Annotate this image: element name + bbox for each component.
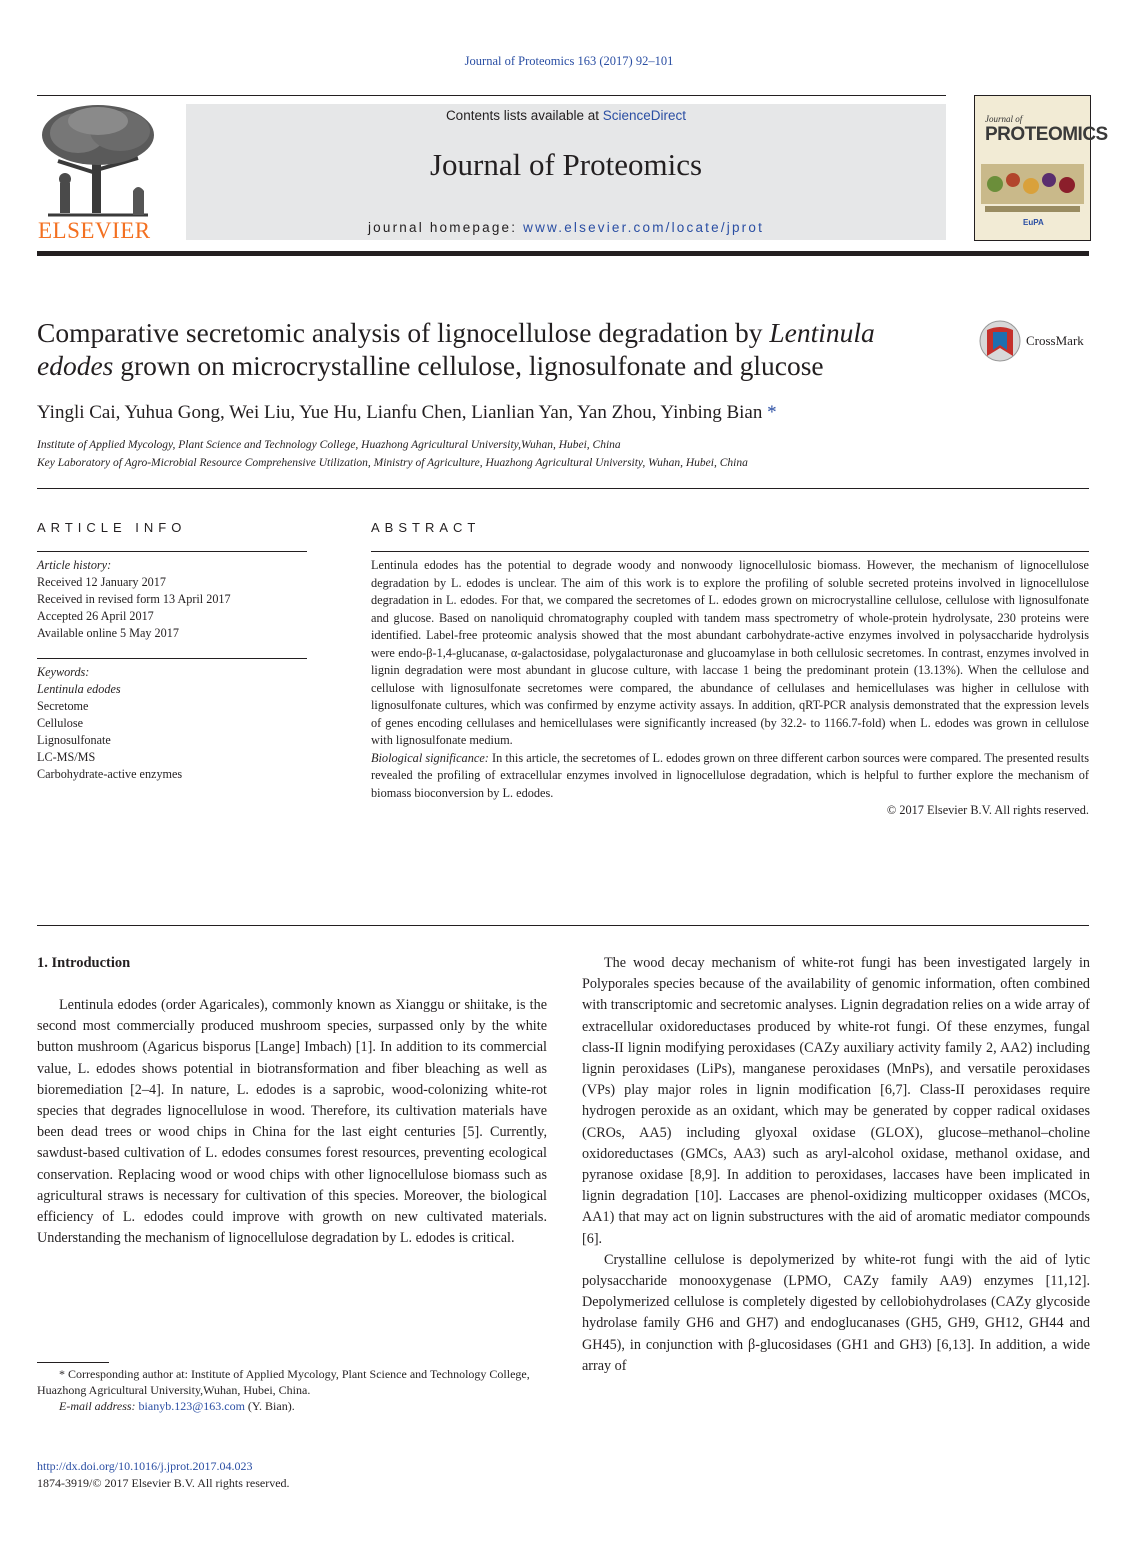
doi-link[interactable]: http://dx.doi.org/10.1016/j.jprot.2017.04.023 — [37, 1459, 253, 1473]
journal-name: Journal of Proteomics — [429, 147, 703, 182]
section-heading: 1. Introduction — [37, 955, 131, 971]
footnote-text: * Corresponding author at: Institute of Applied Mycology, Plant Science and Technology College, Huazhong Agricultural University,Wuhan, Hubei, China. — [37, 1367, 530, 1397]
affiliation-2: Key Laboratory of Agro-Microbial Resource Comprehensive Utilization, Ministry of Agriculture, Huazhong Agricultural University, Wuhan, Hubei, China — [37, 457, 748, 469]
cover-title-small: Journal of — [985, 114, 1023, 124]
keyword-item: Carbohydrate-active enzymes — [37, 767, 183, 781]
contents-prefix: Contents lists available at — [445, 108, 603, 123]
header-bottom-rule — [37, 251, 1089, 256]
doi-block — [37, 1458, 290, 1492]
footnote-rule — [37, 1362, 109, 1363]
keyword-item: Lignosulfonate — [37, 733, 111, 747]
abstract-paragraph: Lentinula edodes has the potential to degrade woody and nonwoody lignocellulosic biomass. However, the mechanism of lignocellulose degradation by L. edodes is unclear. The aim of this work is to explore the profiling of soluble secreted proteins involved in lignocellulose degradation in L. edodes. For that, we compared the secretomes of L. edodes grown on microcrystalline cellulose, cellulose with lignosulfonate and glucose. Based on nanoliquid chromatography coupled with tandem mass spectrometry of whole-protein hydrolysate, 230 proteins were identified. Label-free proteomic analysis showed that the most abundant carbohydrate-active enzymes involved in polysaccharide hydrolysis were endo-β-1,4-glucanase, α-galactosidase, polygalacturonase and glucoamylase in both cellulosic secretomes. In contrast, enzymes involved in lignin degradation were most abundant in glucose culture, with laccase 1 being the predominant protein (13.13%). When the cellulose and cellulose with lignosulfonate secretomes were compared, the abundance of cellulases and hemicellulases was higher in cellulose with lignosulfonate cultures, which was confirmed by enzyme activity assays. In addition, qRT-PCR analysis demonstrated that the expression levels of genes encoding cellulases and hemicellulases were significantly increased (by 32.2- to 1166.7-fold) when L. edodes was grown in cellulose with lignosulfonate medium. — [371, 558, 1089, 747]
abstract-rule — [371, 551, 1089, 552]
homepage-label: journal homepage: — [367, 220, 524, 235]
email-suffix: (Y. Bian). — [244, 1399, 295, 1413]
crossmark-badge[interactable] — [979, 320, 1023, 367]
contents-line — [186, 108, 946, 123]
article-title — [37, 316, 937, 382]
crossmark-icon — [979, 320, 1023, 362]
cover-artwork-icon — [975, 158, 1090, 218]
keywords-block — [37, 664, 307, 783]
body-left-column — [37, 995, 547, 1249]
history-online: Available online 5 May 2017 — [37, 626, 179, 640]
history-revised: Received in revised form 13 April 2017 — [37, 592, 231, 606]
intro-paragraph: Lentinula edodes (order Agaricales), commonly known as Xianggu or shiitake, is the second most commercially produced mushroom species, surpassed only by the white button mushroom (Agaricus bisporus [Lange] Imbach) [1]. In addition to its commercial value, L. edodes shows potential in biotransformation and fiber bleaching as well as bioremediation [2–4]. In nature, L. edodes is a saprobic, wood-colonizing white-rot species that degrades lignocellulose in wood. Therefore, its cultivation materials have been dead trees or wood chips in China for the last eight centuries [5]. Currently, sawdust-based cultivation of L. edodes consumes forest resources, preventing ecological conservation. Replacing wood or wood chips with other lignocellulose biomass such as agricultural straws is necessary for cultivation of this species. Moreover, the biological efficiency of L. edodes could improve with growth on new cultivated materials. Understanding the mechanism of lignocellulose degradation by L. edodes is critical. — [37, 997, 547, 1247]
history-label: Article history: — [37, 558, 112, 572]
issn-line: 1874-3919/© 2017 Elsevier B.V. All rights reserved. — [37, 1476, 290, 1490]
author-list — [37, 402, 777, 424]
abstract-copyright: © 2017 Elsevier B.V. All rights reserved. — [886, 803, 1089, 817]
elsevier-wordmark: ELSEVIER — [38, 218, 151, 243]
title-text-1: Comparative secretomic analysis of lignocellulose degradation by — [37, 317, 770, 348]
history-accepted: Accepted 26 April 2017 — [37, 609, 154, 623]
cover-badge: EuPA — [1023, 218, 1044, 227]
affiliation-1: Institute of Applied Mycology, Plant Science and Technology College, Huazhong Agricultural University,Wuhan, Hubei, China — [37, 439, 621, 451]
biological-significance — [371, 750, 1089, 803]
history-received: Received 12 January 2017 — [37, 575, 166, 589]
corresponding-author-mark[interactable]: * — [767, 402, 777, 423]
article-history — [37, 557, 307, 642]
sciencedirect-link[interactable]: ScienceDirect — [602, 108, 687, 123]
abstract-heading: ABSTRACT — [371, 520, 481, 535]
intro-paragraph: The wood decay mechanism of white-rot fungi has been investigated largely in Polyporales species because of the availability of genomic information, often combined with transcriptomic and secretomic analyses. Lignin degradation relies on a wide array of extracellular oxidoreductases produced by white-rot fungi. Of these enzymes, fungal class-II lignin modifying peroxidases (CAZy auxiliary activity family 2, AA2) including lignin peroxidases (LiPs), manganese peroxidases (MnPs), and versatile peroxidases (VPs) play major roles in lignin modification [6,7]. Class-II peroxidases require hydrogen peroxide as an oxidant, which may be generated by copper radical oxidases (CROs, AA5) including glyoxal oxidase (GLOX), glucose–methanol–choline oxidoreductases (GMCs, AA3) such as aryl-alcohol oxidase, methanol oxidase, and pyranose oxidase [8,9]. In addition to peroxidases, laccases have been implicated in lignin degradation [10]. Laccases are phenol-oxidizing multicopper oxidases (MCOs, AA1) that may act on lignin substructures with the aid of aromatic mediator compounds [6]. — [582, 955, 1090, 1247]
abstract-body — [371, 557, 1089, 820]
authors-text: Yingli Cai, Yuhua Gong, Wei Liu, Yue Hu, Lianfu Chen, Lianlian Yan, Yan Zhou, Yinbing Bian — [37, 402, 763, 423]
keyword-item: Cellulose — [37, 716, 84, 730]
email-link[interactable]: bianyb.123@163.com — [138, 1399, 245, 1413]
homepage-link[interactable]: www.elsevier.com/locate/jprot — [523, 220, 765, 235]
significance-label: Biological significance: — [371, 750, 489, 765]
journal-cover-image[interactable] — [974, 95, 1108, 241]
journal-homepage — [186, 220, 946, 235]
keyword-item: Lentinula edodes — [37, 682, 121, 696]
authors-rule — [37, 488, 1089, 489]
elsevier-tree-icon — [38, 103, 160, 218]
keyword-item: LC-MS/MS — [37, 750, 96, 764]
crossmark-label[interactable]: CrossMark — [1026, 333, 1084, 348]
abstract-bottom-rule — [37, 925, 1089, 926]
elsevier-logo[interactable] — [38, 103, 160, 218]
footnote — [37, 1366, 549, 1414]
article-info-rule-1 — [37, 551, 307, 552]
email-label: E-mail address: — [59, 1399, 139, 1413]
significance-text: In this article, the secretomes of L. edodes grown on three different carbon sources were compared. The presented results revealed the profiling of extracellular enzymes involved in lignocellulose degradation, which is helpful to further explore the mechanism of biomass bioconversion by L. edodes. — [371, 750, 1089, 800]
journal-reference[interactable]: Journal of Proteomics 163 (2017) 92–101 — [464, 54, 674, 68]
article-info-heading: ARTICLE INFO — [37, 520, 187, 535]
title-species: Lentinula edodes — [37, 317, 875, 381]
article-info-rule-2 — [37, 658, 307, 659]
cover-title: PROTEOMICS — [985, 124, 1108, 145]
body-right-column — [582, 953, 1090, 1377]
footnote-email — [37, 1398, 549, 1414]
title-text-2: grown on microcrystalline cellulose, lignosulfonate and glucose — [113, 350, 824, 381]
keyword-item: Secretome — [37, 699, 89, 713]
header-top-rule — [37, 95, 946, 96]
intro-paragraph: Crystalline cellulose is depolymerized by white-rot fungi with the aid of lytic polysaccharide monooxygenase (LPMO, CAZy family AA9) enzymes [11,12]. Depolymerized cellulose is completely digested by cellobiohydrolases (CAZy glycoside hydrolase family GH6 and GH7) and endoglucanases (GH5, GH9, GH12, GH44 and GH45), in conjunction with β-glucosidases (GH1 and GH3) [6,13]. In addition, a wide array of — [582, 1251, 1090, 1374]
keywords-label: Keywords: — [37, 665, 90, 679]
